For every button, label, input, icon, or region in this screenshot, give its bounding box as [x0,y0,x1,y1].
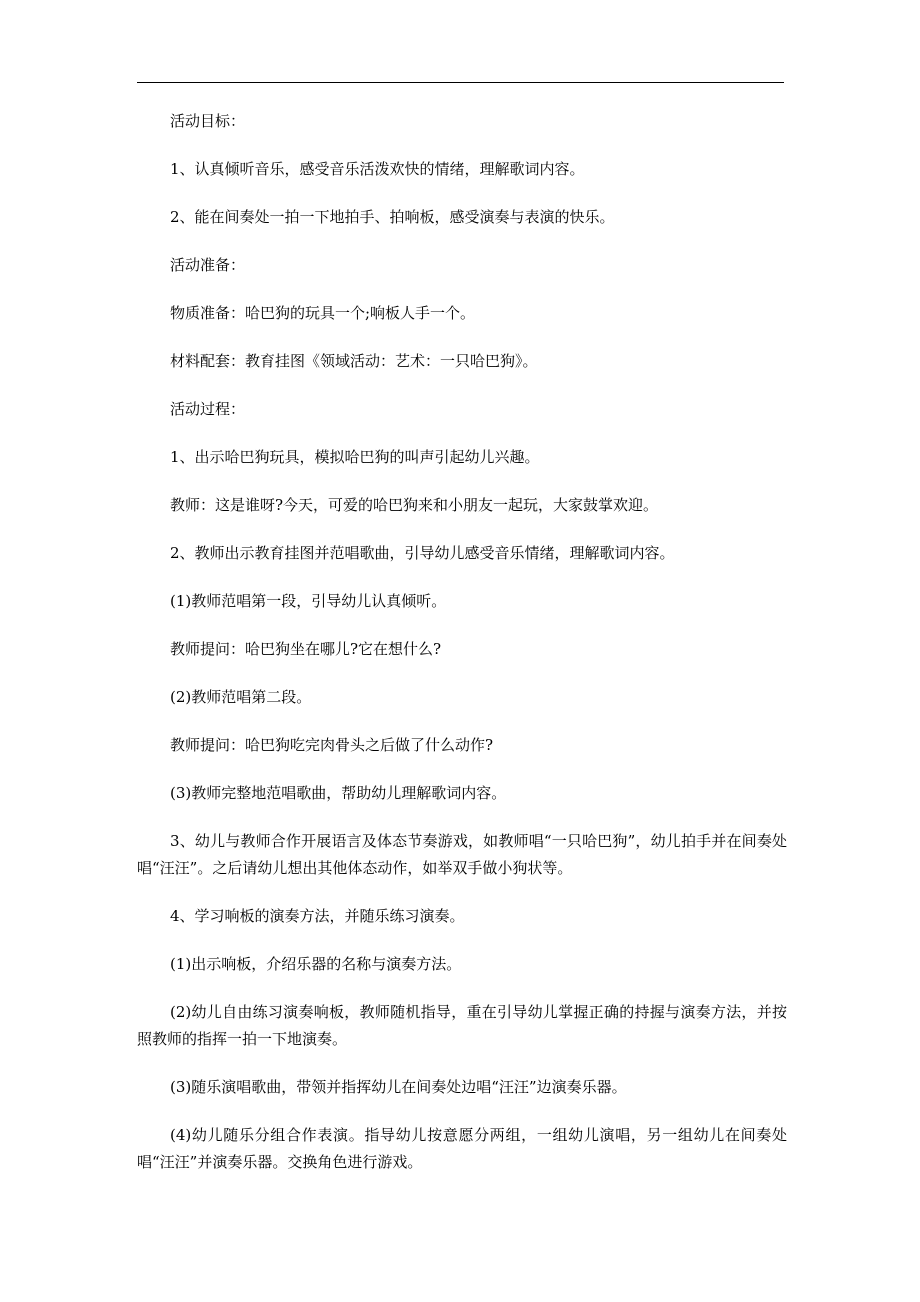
process-step-3: 3、幼儿与教师合作开展语言及体态节奏游戏，如教师唱“一只哈巴狗”，幼儿拍手并在间奏处唱“汪汪”。之后请幼儿想出其他体态动作，如举双手做小狗状等。 [137,832,787,877]
process-step-4-sub-1: (1)出示响板，介绍乐器的名称与演奏方法。 [170,955,462,973]
teacher-question-2: 教师提问：哈巴狗吃完肉骨头之后做了什么动作? [170,736,494,754]
heading-activity-goals: 活动目标： [170,112,246,130]
heading-activity-process: 活动过程： [170,400,246,418]
preparation-materials: 物质准备：哈巴狗的玩具一个;响板人手一个。 [170,304,476,322]
process-step-4-sub-4: (4)幼儿随乐分组合作表演。指导幼儿按意愿分两组，一组幼儿演唱，另一组幼儿在间奏处唱“汪汪”并演奏乐器。交换角色进行游戏。 [137,1126,787,1171]
goal-item-2: 2、能在间奏处一拍一下地拍手、拍响板，感受演奏与表演的快乐。 [170,208,615,226]
preparation-supporting-materials: 材料配套：教育挂图《领域活动：艺术：一只哈巴狗》。 [170,352,538,370]
process-step-2: 2、教师出示教育挂图并范唱歌曲，引导幼儿感受音乐情绪，理解歌词内容。 [170,544,675,562]
heading-activity-preparation: 活动准备： [170,256,246,274]
process-step-2-sub-2: (2)教师范唱第二段。 [170,688,312,706]
process-step-4-sub-2: (2)幼儿自由练习演奏响板，教师随机指导，重在引导幼儿掌握正确的持握与演奏方法，并按照教师的指挥一拍一下地演奏。 [137,1003,787,1048]
document-body [137,108,787,1197]
process-step-4: 4、学习响板的演奏方法，并随乐练习演奏。 [170,907,465,925]
teacher-question-1: 教师提问：哈巴狗坐在哪儿?它在想什么? [170,640,442,658]
header-rule [137,82,784,83]
process-step-2-sub-1: (1)教师范唱第一段，引导幼儿认真倾听。 [170,592,447,610]
process-step-4-sub-3: (3)随乐演唱歌曲，带领并指挥幼儿在间奏处边唱“汪汪”边演奏乐器。 [170,1078,627,1096]
goal-item-1: 1、认真倾听音乐，感受音乐活泼欢快的情绪，理解歌词内容。 [170,160,585,178]
process-step-2-sub-3: (3)教师完整地范唱歌曲，帮助幼儿理解歌词内容。 [170,784,507,802]
process-step-1: 1、出示哈巴狗玩具，模拟哈巴狗的叫声引起幼儿兴趣。 [170,448,540,466]
teacher-line-intro: 教师：这是谁呀?今天，可爱的哈巴狗来和小朋友一起玩，大家鼓掌欢迎。 [170,496,659,514]
